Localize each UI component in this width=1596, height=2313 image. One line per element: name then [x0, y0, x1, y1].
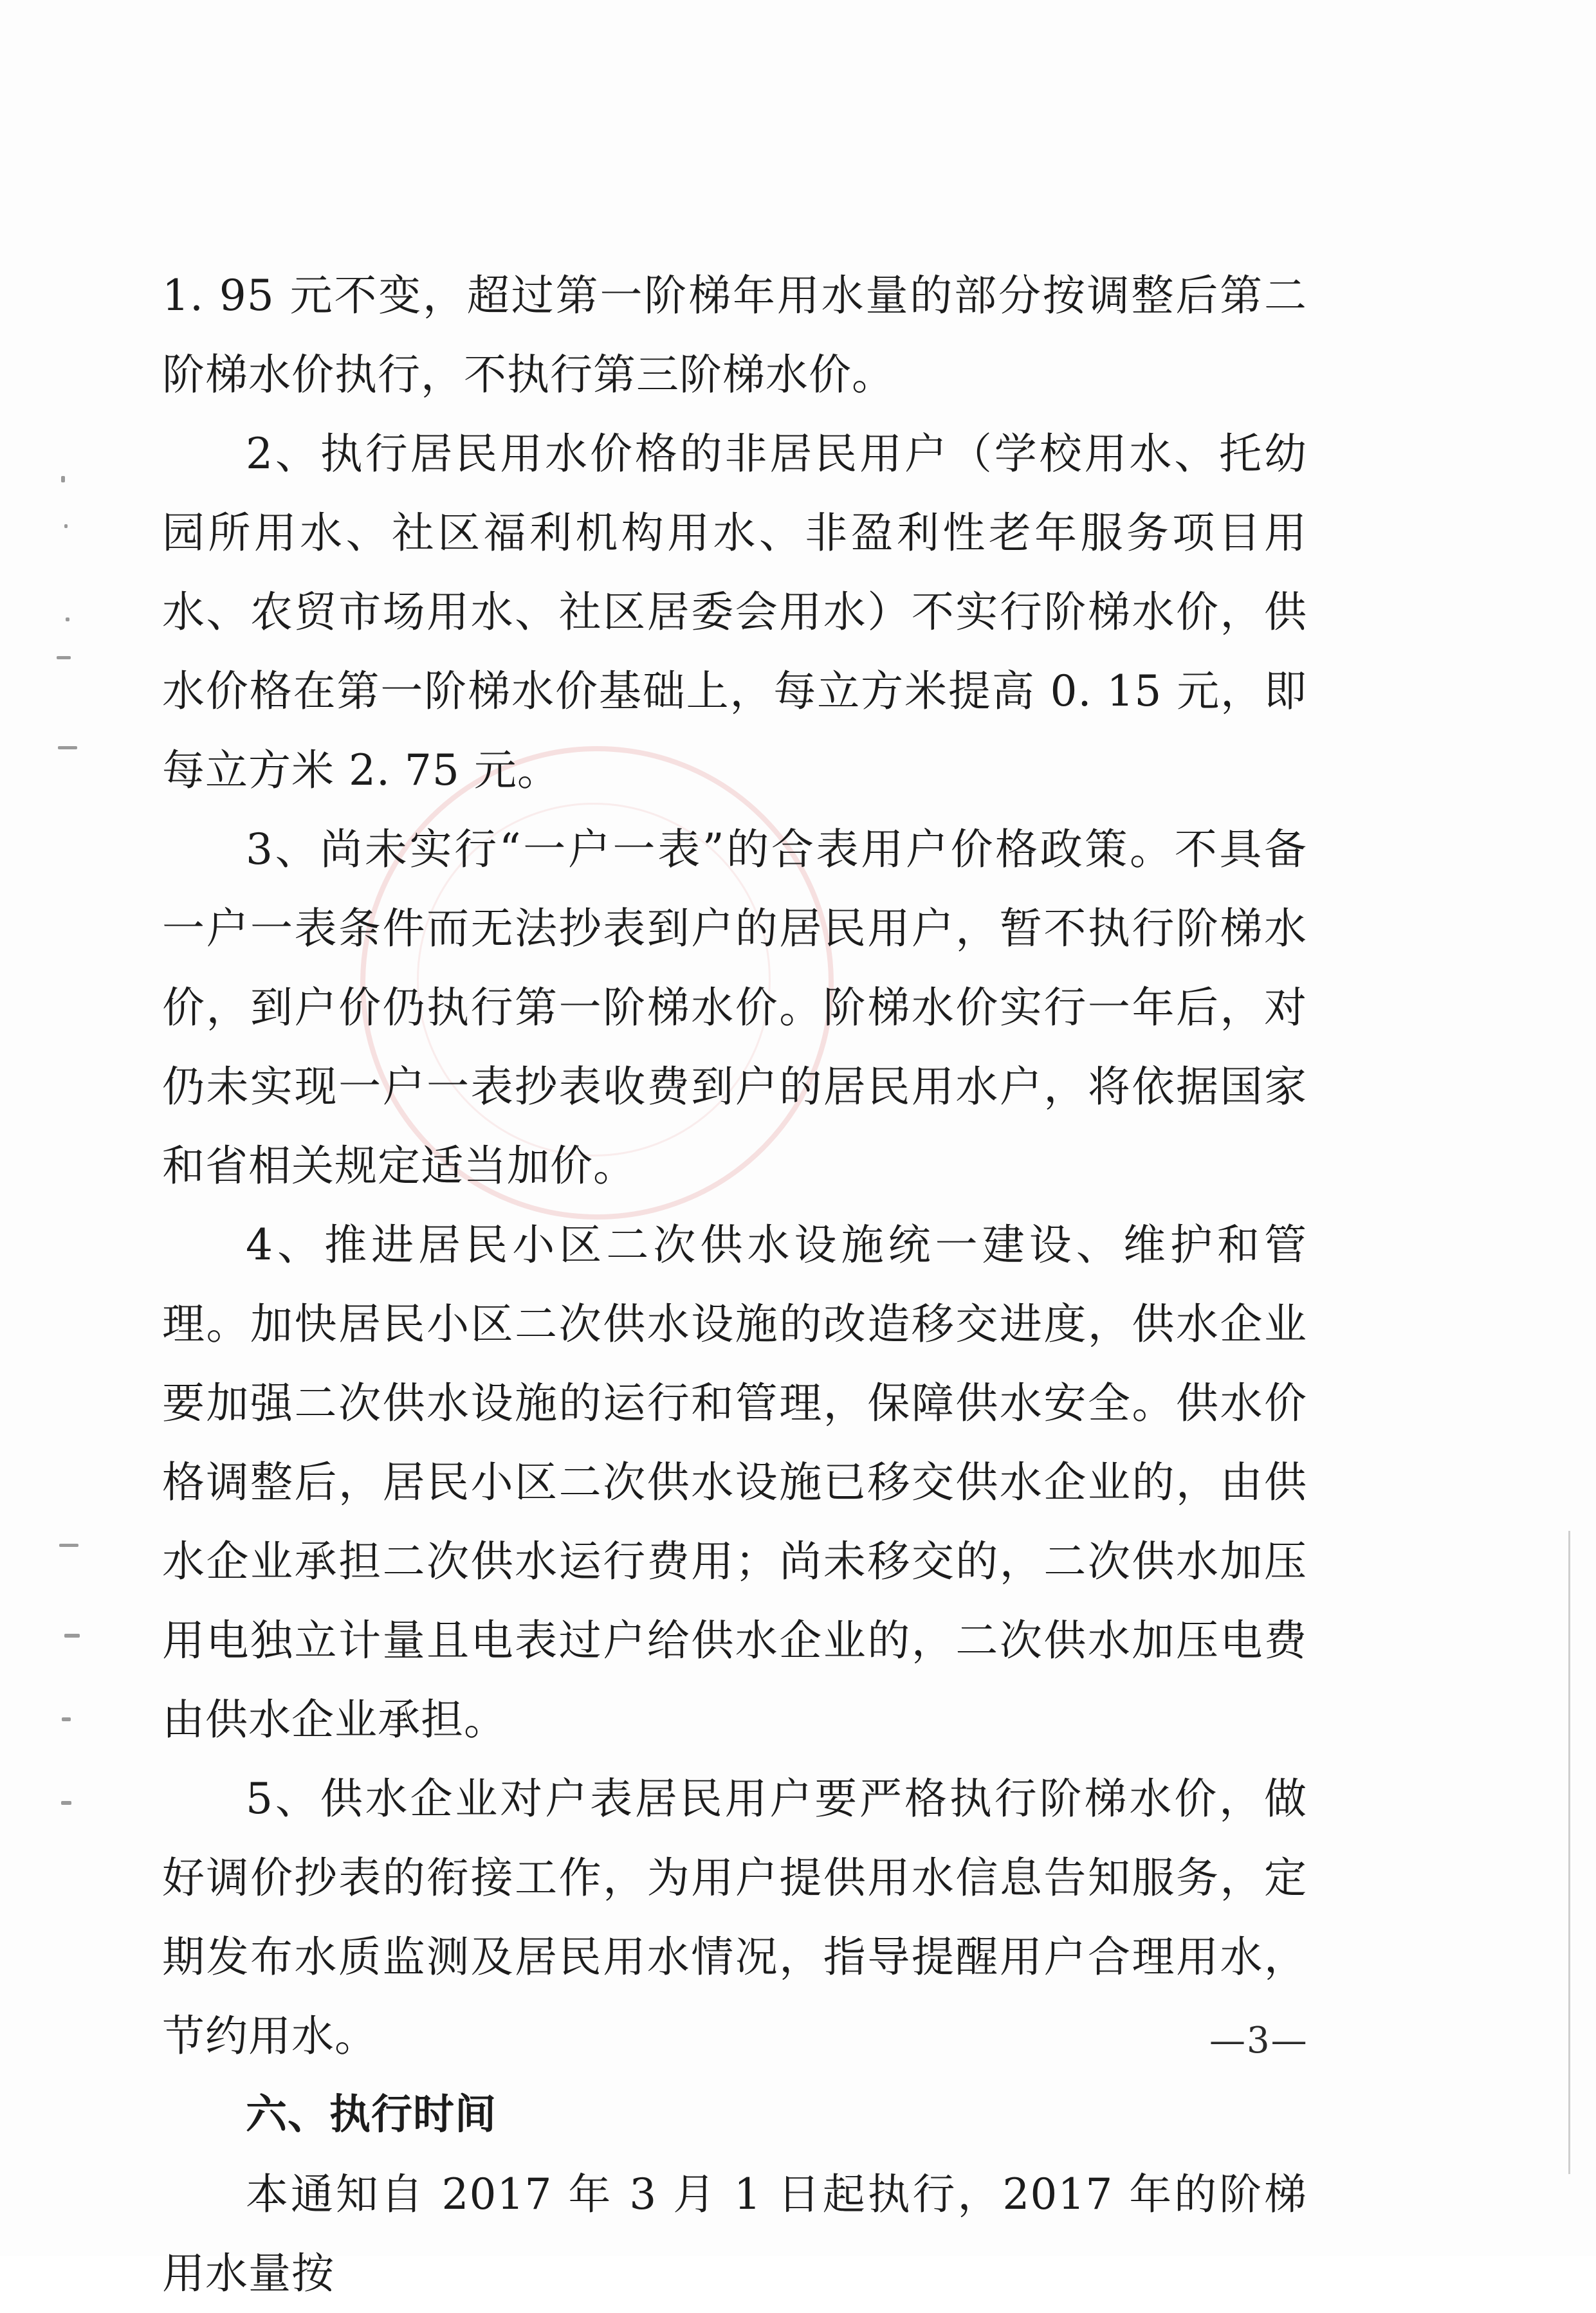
scan-speck [66, 617, 69, 621]
scan-speck [62, 1717, 71, 1721]
paragraph-5: 5、供水企业对户表居民用户要严格执行阶梯水价，做好调价抄表的衔接工作，为用户提供用水信息告知服务，定期发布水质监测及居民用水情况，指导提醒用户合理用水，节约用水。 [162, 1774, 1307, 2061]
scan-speck [64, 1634, 80, 1638]
scan-speck [61, 476, 65, 482]
scan-speck [58, 746, 77, 749]
scan-speck [57, 656, 71, 659]
scan-speck [61, 1801, 71, 1805]
paragraph-6: 本通知自 2017 年 3 月 1 日起执行，2017 年的阶梯用水量按 [162, 2170, 1307, 2298]
scan-speck [64, 524, 68, 528]
document-body [162, 256, 1307, 2313]
scan-speck [59, 1544, 78, 1547]
section-heading: 六、执行时间 [246, 2091, 497, 2139]
paragraph-2: 2、执行居民用水价格的非居民用户（学校用水、托幼园所用水、社区福利机构用水、非盈利性老年服务项目用水、农贸市场用水、社区居委会用水）不实行阶梯水价，供水价格在第一阶梯水价基础上，每立方米提高 0. 15 元，即每立方米 2. 75 元。 [162, 429, 1307, 795]
scan-edge-line [1568, 1531, 1570, 2174]
paragraph-4: 4、推进居民小区二次供水设施统一建设、维护和管理。加快居民小区二次供水设施的改造移交进度，供水企业要加强二次供水设施的运行和管理，保障供水安全。供水价格调整后，居民小区二次供水设施已移交供水企业的，由供水企业承担二次供水运行费用；尚未移交的，二次供水加压用电独立计量且电表过户给供水企业的，二次供水加压电费由供水企业承担。 [162, 1220, 1307, 1744]
page-number: —3— [1209, 2020, 1308, 2062]
paragraph-3: 3、尚未实行“一户一表”的合表用户价格政策。不具备一户一表条件而无法抄表到户的居民用户，暂不执行阶梯水价，到户价仍执行第一阶梯水价。阶梯水价实行一年后，对仍未实现一户一表抄表收费到户的居民用水户，将依据国家和省相关规定适当加价。 [162, 825, 1307, 1191]
paragraph-1: 1. 95 元不变，超过第一阶梯年用水量的部分按调整后第二阶梯水价执行，不执行第三阶梯水价。 [162, 271, 1307, 399]
